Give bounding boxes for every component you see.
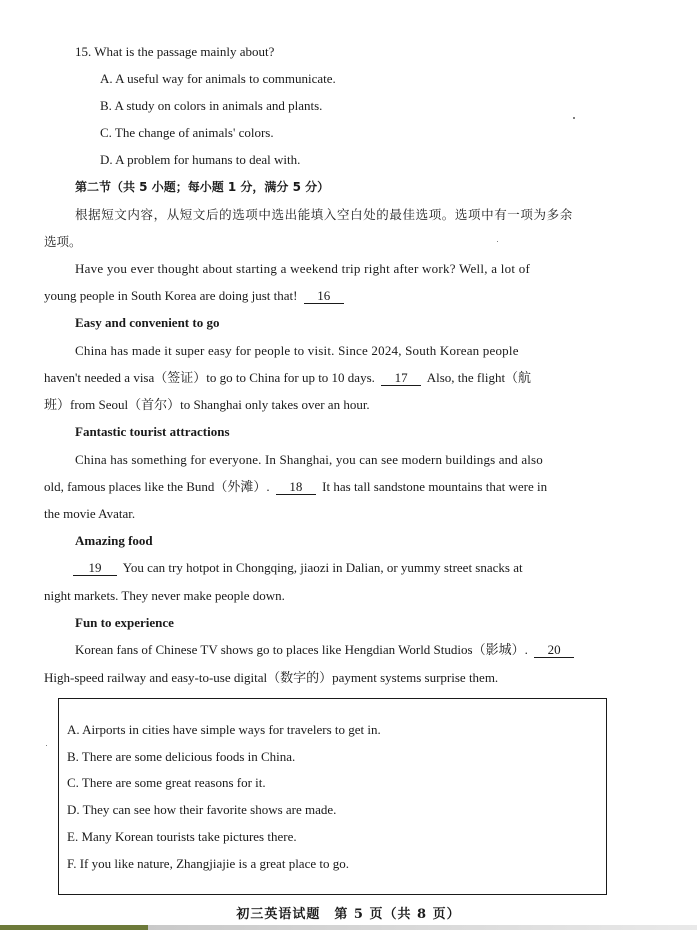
scan-bottom-edge [0,925,697,930]
choice-f: F. If you like nature, Zhangjiajie is a great place to go. [67,856,349,871]
subheading-easy: Easy and convenient to go [75,315,220,330]
passage-intro-line2 [44,288,347,304]
question-15-stem: 15. What is the passage mainly about? [75,44,275,59]
subheading-fun: Fun to experience [75,615,174,630]
p1-line2-text-a: haven't needed a visa（签证）to go to China for up to 10 days. [44,370,375,385]
p1-line2-text-b: Also, the flight（航 [426,370,532,385]
p2-line2 [44,479,547,495]
choice-c: C. There are some great reasons for it. [67,775,266,790]
page-footer: 初三英语试题 第 5 页（共 8 页） [236,907,461,922]
blank-19: 19 [73,561,117,576]
section-instruction-line2: 选项。 [44,234,82,249]
choice-e: E. Many Korean tourists take pictures there. [67,829,297,844]
section-instruction-line1: 根据短文内容，从短文后的选项中选出能填入空白处的最佳选项。选项中有一项为多余 [75,207,573,222]
p3-line1-text: You can try hotpot in Chongqing, jiaozi in Dalian, or yummy street snacks at [122,560,523,575]
p2-line2-text-b: It has tall sandstone mountains that were in [322,479,548,494]
p3-line2: night markets. They never make people down. [44,588,285,603]
q15-option-d: D. A problem for humans to deal with. [100,152,301,167]
scan-speck [497,241,498,242]
p2-line2-text-a: old, famous places like the Bund（外滩）. [44,479,270,494]
q15-option-c: C. The change of animals' colors. [100,125,274,140]
choice-b: B. There are some delicious foods in China. [67,749,296,764]
choice-a: A. Airports in cities have simple ways for travelers to get in. [67,722,381,737]
intro-text: young people in South Korea are doing just that! [44,288,298,303]
blank-18: 18 [276,480,316,495]
p4-line1 [75,642,577,658]
p2-line3: the movie Avatar. [44,506,136,521]
scan-speck [46,745,47,746]
section-heading: 第二节（共 5 小题；每小题 1 分，满分 5 分） [75,180,330,194]
p1-line3: 班）from Seoul（首尔）to Shanghai only takes over an hour. [44,397,370,412]
subheading-food: Amazing food [75,533,153,548]
blank-20: 20 [534,643,574,658]
scan-speck [573,117,575,119]
p3-line1 [70,560,523,576]
p1-line2 [44,370,531,386]
p1-line1: China has made it super easy for people to visit. Since 2024, South Korean people [75,343,519,358]
blank-16: 16 [304,289,344,304]
passage-intro-line1: Have you ever thought about starting a weekend trip right after work? Well, a lot of [75,261,531,276]
choice-d: D. They can see how their favorite shows are made. [67,802,337,817]
p4-line1-text: Korean fans of Chinese TV shows go to places like Hengdian World Studios（影城）. [75,642,528,657]
subheading-attractions: Fantastic tourist attractions [75,424,230,439]
blank-17: 17 [381,371,421,386]
p4-line2: High-speed railway and easy-to-use digital（数字的）payment systems surprise them. [44,670,499,685]
q15-option-a: A. A useful way for animals to communicate. [100,71,336,86]
p2-line1: China has something for everyone. In Shanghai, you can see modern buildings and also [75,452,543,467]
q15-option-b: B. A study on colors in animals and plants. [100,98,323,113]
